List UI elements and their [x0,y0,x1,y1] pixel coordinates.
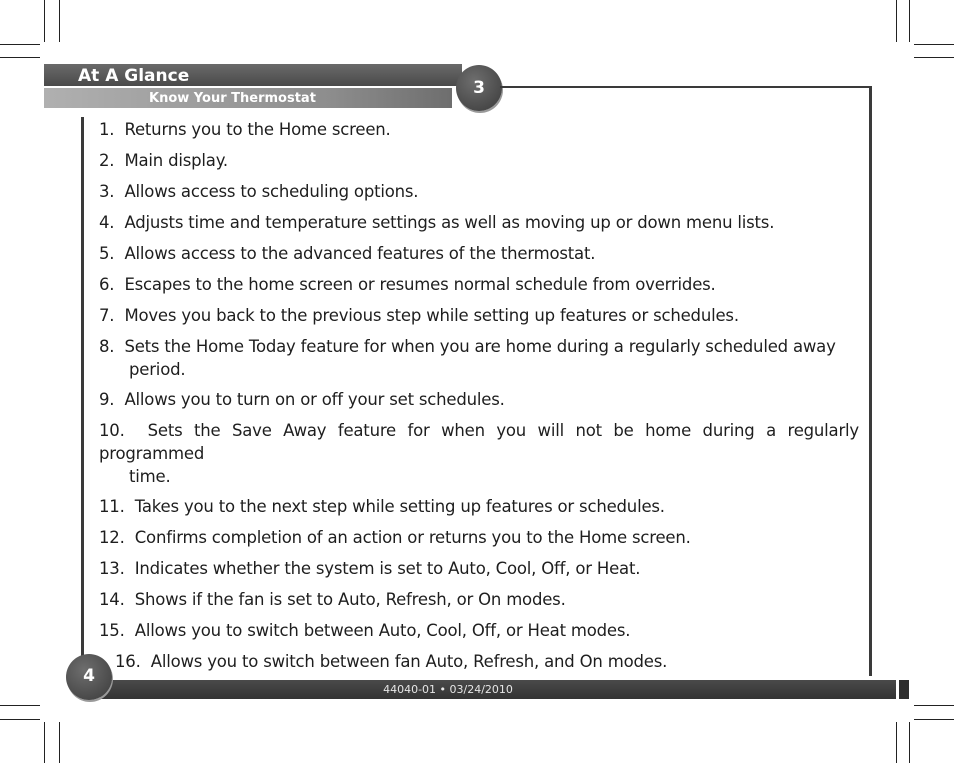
list-item [99,526,859,549]
item-text: Allows access to the advanced features of the thermostat. [124,244,596,263]
item-number: 6. [99,275,115,294]
item-text: Escapes to the home screen or resumes normal schedule from overrides. [124,275,716,294]
item-text: Allows you to switch between fan Auto, Refresh, and On modes. [150,652,668,671]
crop-mark [44,0,45,42]
list-item [99,242,859,265]
crop-mark [0,719,40,720]
item-text: Shows if the fan is set to Auto, Refresh, or On modes. [134,590,566,609]
item-text: Allows you to switch between Auto, Cool, Off, or Heat modes. [134,621,631,640]
section-title: At A Glance [78,66,190,86]
chapter-number-badge: 3 [456,65,502,111]
item-number: 10. [99,421,125,440]
list-item [99,180,859,203]
list-item [99,388,859,411]
frame-right-rule [869,86,872,676]
item-text: Allows access to scheduling options. [124,182,419,201]
item-number: 14. [99,590,125,609]
item-number: 7. [99,306,115,325]
crop-mark [59,0,60,42]
frame-top-rule [500,86,872,88]
item-number: 15. [99,621,125,640]
item-text-continued: period. [129,360,186,379]
page-number-badge: 4 [66,654,112,700]
list-item [99,211,859,234]
list-item [99,273,859,296]
list-item [99,557,859,580]
crop-mark [44,722,45,763]
crop-mark [896,722,897,763]
crop-mark [0,705,40,706]
crop-mark [909,722,910,763]
item-text: Main display. [124,151,228,170]
item-number: 1. [99,120,115,139]
crop-mark [909,0,910,42]
item-number: 16. [115,652,141,671]
list-item [99,650,859,673]
frame-left-rule [81,117,84,662]
item-number: 2. [99,151,115,170]
item-text: Moves you back to the previous step while setting up features or schedules. [124,306,739,325]
item-text: Sets the Home Today feature for when you are home during a regularly scheduled away [124,337,836,356]
item-text: Takes you to the next step while setting up features or schedules. [134,497,665,516]
list-item [99,419,859,488]
crop-mark [896,0,897,42]
crop-mark [914,57,954,58]
item-number: 13. [99,559,125,578]
item-text: Allows you to turn on or off your set schedules. [124,390,505,409]
crop-mark [914,705,954,706]
crop-mark [59,722,60,763]
list-item [99,588,859,611]
list-item [99,619,859,642]
crop-mark [0,44,40,45]
feature-list [99,118,859,681]
item-number: 12. [99,528,125,547]
item-text-continued: time. [129,467,171,486]
document-code: 44040-01 • 03/24/2010 [383,683,513,696]
item-number: 9. [99,390,115,409]
crop-mark [0,57,40,58]
item-number: 3. [99,182,115,201]
item-number: 8. [99,337,115,356]
list-item [99,335,859,381]
item-number: 11. [99,497,125,516]
subsection-title: Know Your Thermostat [149,91,316,106]
item-text: Sets the Save Away feature for when you will not be home during a regularly programmed [99,421,860,463]
list-item [99,495,859,518]
list-item [99,118,859,141]
item-number: 5. [99,244,115,263]
crop-mark [914,719,954,720]
item-number: 4. [99,213,115,232]
list-item [99,304,859,327]
footer-bar-end [899,680,909,699]
item-text: Returns you to the Home screen. [124,120,391,139]
list-item [99,149,859,172]
item-text: Confirms completion of an action or returns you to the Home screen. [134,528,691,547]
item-text: Indicates whether the system is set to Auto, Cool, Off, or Heat. [134,559,641,578]
item-text: Adjusts time and temperature settings as well as moving up or down menu lists. [124,213,775,232]
crop-mark [914,44,954,45]
